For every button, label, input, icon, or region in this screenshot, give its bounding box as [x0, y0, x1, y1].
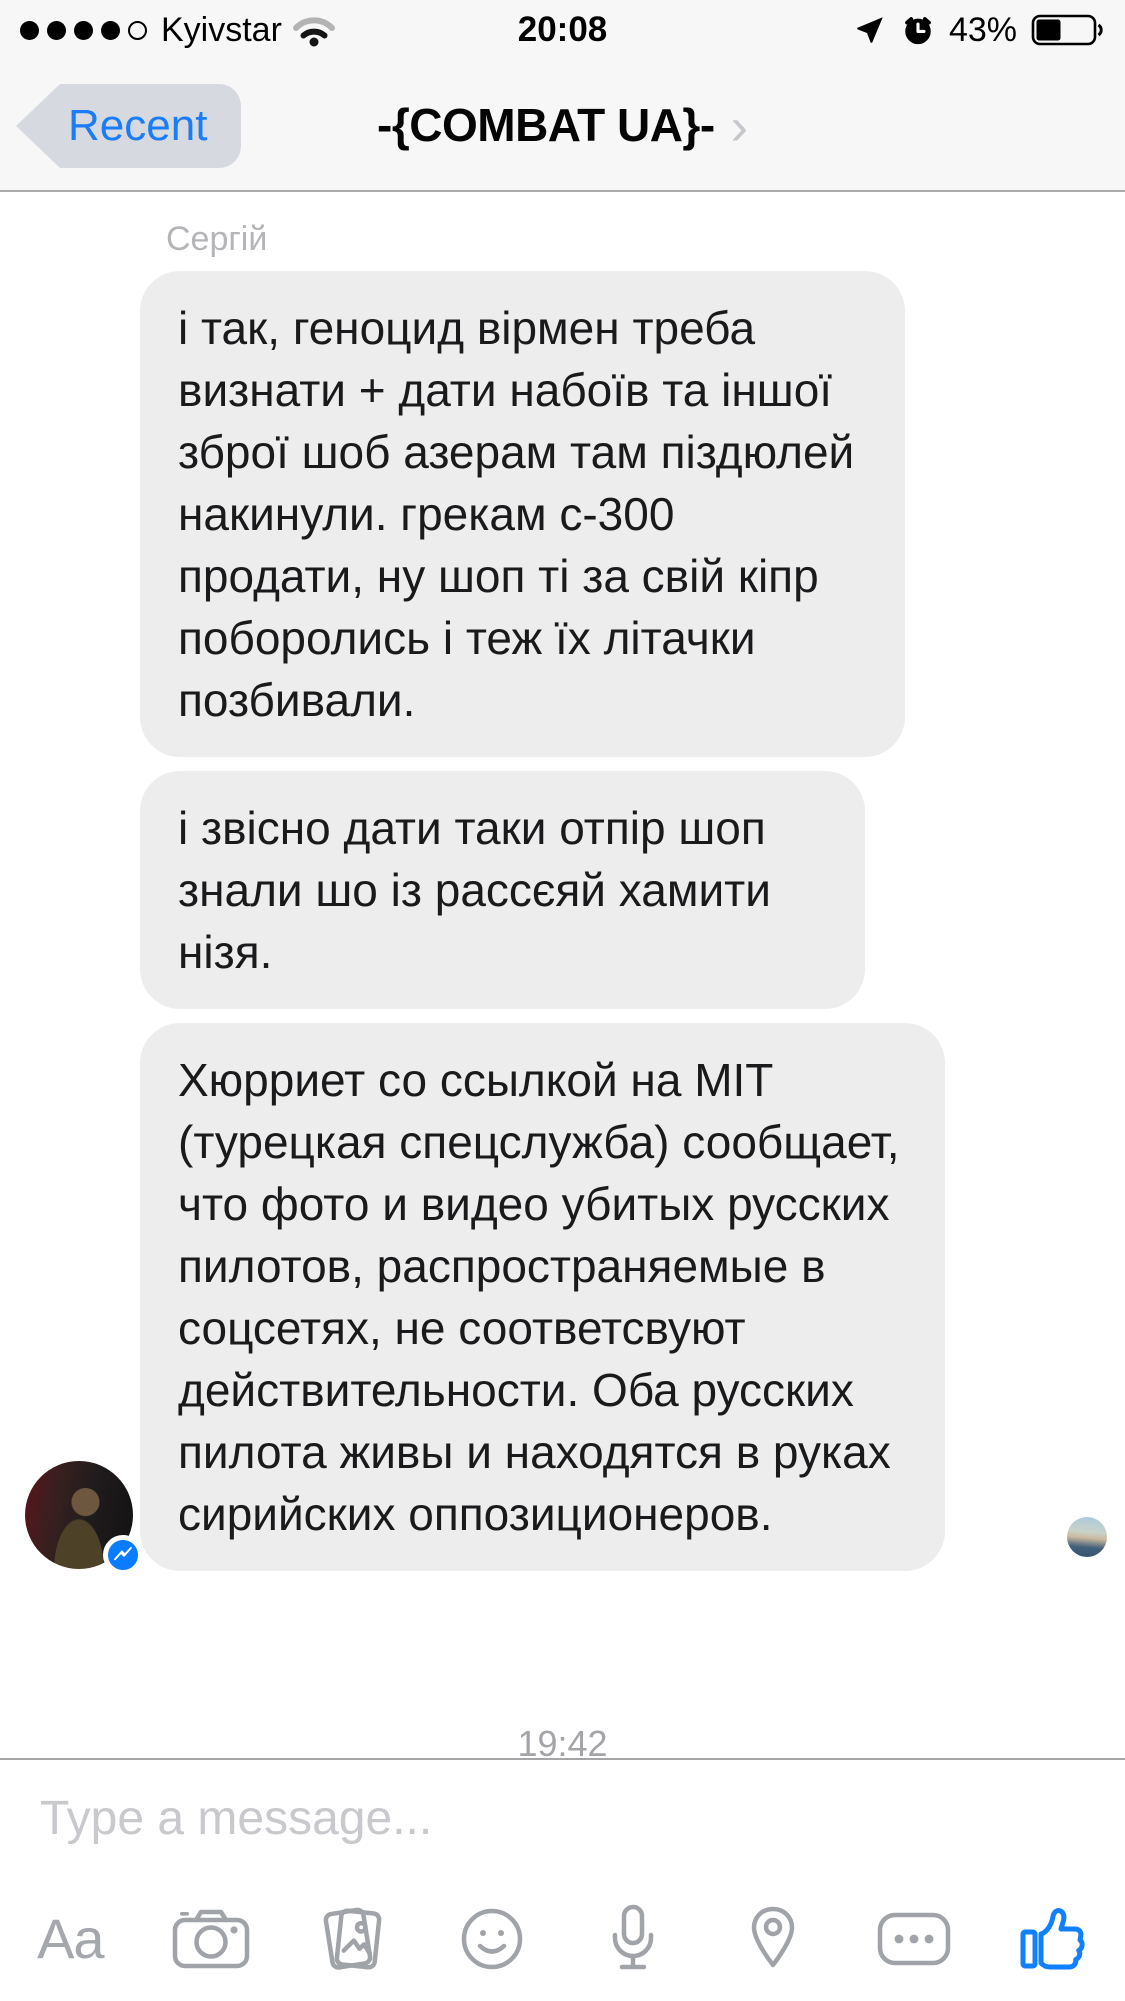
read-receipt-avatar [1067, 1517, 1107, 1557]
like-button[interactable] [984, 1903, 1125, 1975]
carrier-label: Kyivstar [161, 10, 282, 49]
location-button[interactable] [703, 1905, 844, 1973]
message-bubble[interactable]: Хюрриет со ссылкой на МІТ (турецкая спецслужба) сообщает, что фото и видео убитых русских пилотов, распространяемые в соцсетях, не соответсвуют действительности. Оба русских пилота живы и находятся в руках сирийских оппозиционеров. [140, 1023, 945, 1571]
conversation-title-button[interactable] [377, 97, 748, 156]
photo-library-icon [316, 1903, 388, 1975]
sender-avatar[interactable] [25, 1461, 133, 1569]
microphone-button[interactable] [563, 1904, 704, 1974]
nav-bar [0, 60, 1125, 192]
chevron-right-icon: › [730, 98, 748, 156]
location-pin-icon [747, 1905, 799, 1973]
clock-time: 20:08 [517, 10, 608, 49]
messenger-badge-icon [103, 1535, 143, 1575]
status-bar [0, 0, 1125, 60]
status-right [853, 11, 1105, 50]
camera-icon [171, 1907, 251, 1971]
message-list [0, 192, 1125, 1758]
message-bubble[interactable]: і звісно дати таки отпір шоп знали шо із рассєяй хамити нізя. [140, 771, 865, 1009]
composer [0, 1758, 1125, 2001]
battery-icon [1031, 12, 1105, 48]
emoji-button[interactable] [422, 1905, 563, 1973]
back-button-label: Recent [68, 101, 208, 150]
alarm-clock-icon [901, 13, 935, 47]
message-input[interactable] [0, 1791, 1125, 1846]
microphone-icon [607, 1904, 659, 1974]
text-format-button[interactable] [0, 1906, 141, 1971]
more-options-button[interactable] [844, 1907, 985, 1971]
sender-name: Сергій [166, 220, 268, 258]
composer-toolbar [0, 1876, 1125, 2001]
camera-button[interactable] [141, 1907, 282, 1971]
location-arrow-icon [853, 13, 887, 47]
conversation-title: -{COMBAT UA}- [377, 99, 715, 151]
battery-percent-label: 43% [948, 10, 1017, 49]
text-format-icon: Aa [37, 1907, 104, 1970]
photo-library-button[interactable] [281, 1903, 422, 1975]
message-bubble[interactable]: і так, геноцид вірмен треба визнати + дати набоїв та іншої зброї шоб азерам там піздюлей накинули. грекам с-300 продати, ну шоп ті за свій кіпр поборолись і теж їх літачки позбивали. [140, 271, 905, 757]
message-timestamp: 19:42 [517, 1723, 608, 1758]
message-input-row [0, 1760, 1125, 1876]
back-arrow-point [16, 84, 60, 168]
more-ellipsis-icon [876, 1907, 952, 1971]
back-button[interactable] [16, 84, 241, 168]
thumbs-up-icon [1015, 1903, 1095, 1975]
emoji-smiley-icon [458, 1905, 526, 1973]
